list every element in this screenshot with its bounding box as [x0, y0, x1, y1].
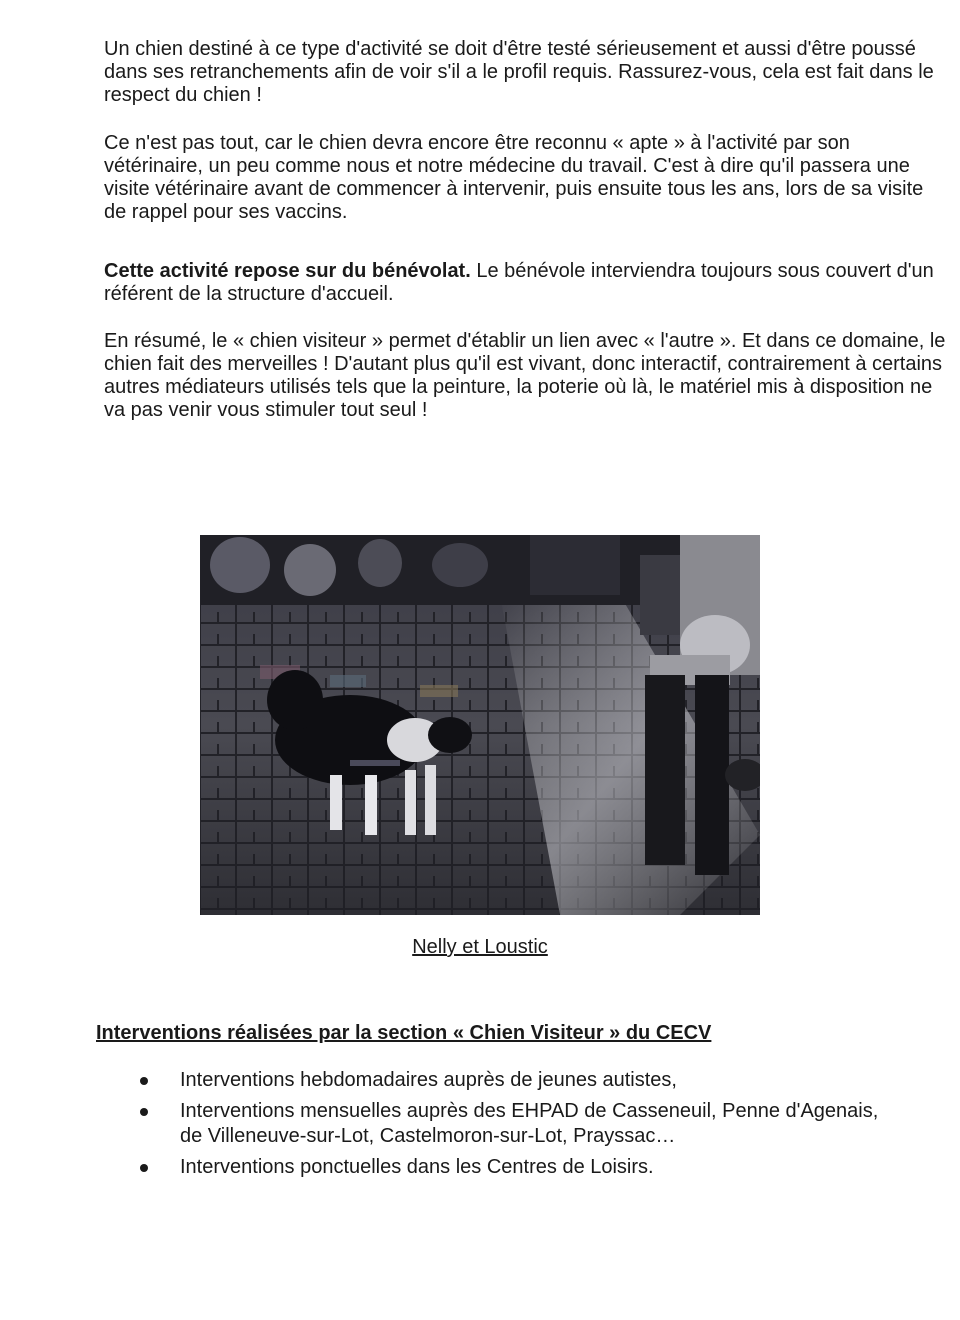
bullet-icon	[140, 1077, 148, 1085]
interventions-list	[140, 1068, 900, 1186]
photo-caption	[0, 936, 960, 959]
paragraph-volunteering-text	[104, 260, 946, 306]
list-item	[140, 1068, 900, 1093]
list-item-text: Interventions hebdomadaires auprès de jeunes autistes,	[180, 1069, 677, 1091]
photo-caption-text: Nelly et Loustic	[412, 936, 548, 958]
list-item-text: Interventions ponctuelles dans les Centres de Loisirs.	[180, 1156, 654, 1178]
paragraph-volunteering	[104, 260, 946, 306]
volunteering-rest-text: Le bénévole interviendra toujours sous couvert d'un référent de la structure d'accueil.	[104, 260, 934, 305]
dog-photo	[200, 535, 760, 915]
paragraph-testing	[104, 38, 946, 107]
paragraph-summary	[104, 330, 946, 422]
paragraph-veterinary-text: Ce n'est pas tout, car le chien devra encore être reconnu « apte » à l'activité par son vétérinaire, un peu comme nous et notre médecine du travail. C'est à dire qu'il passera une visite vétérinaire avant de commencer à intervenir, puis ensuite tous les ans, lors de sa visite de rappel pour ses vaccins.	[104, 132, 924, 223]
paragraph-veterinary	[104, 132, 946, 224]
volunteering-bold-text: Cette activité repose sur du bénévolat.	[104, 260, 471, 282]
bullet-icon	[140, 1164, 148, 1172]
list-item-text: Interventions mensuelles auprès des EHPAD de Casseneuil, Penne d'Agenais, de Villeneuve-sur-Lot, Castelmoron-sur-Lot, Prayssac…	[180, 1100, 879, 1147]
paragraph-testing-text: Un chien destiné à ce type d'activité se doit d'être testé sérieusement et aussi d'être poussé dans ses retranchements afin de voir s'il a le profil requis. Rassurez-vous, cela est fait dans le respect du chien !	[104, 38, 934, 106]
bullet-icon	[140, 1108, 148, 1116]
list-item	[140, 1099, 900, 1149]
list-item	[140, 1155, 900, 1180]
paragraph-summary-text: En résumé, le « chien visiteur » permet d'établir un lien avec « l'autre ». Et dans ce domaine, le chien fait des merveilles ! D'autant plus qu'il est vivant, donc interactif, contrairement à certains autres médiateurs utilisés tels que la peinture, la poterie où là, le matériel mis à disposition ne va pas venir vous stimuler tout seul !	[104, 330, 946, 421]
section-title: Interventions réalisées par la section « Chien Visiteur » du CECV	[96, 1022, 712, 1044]
